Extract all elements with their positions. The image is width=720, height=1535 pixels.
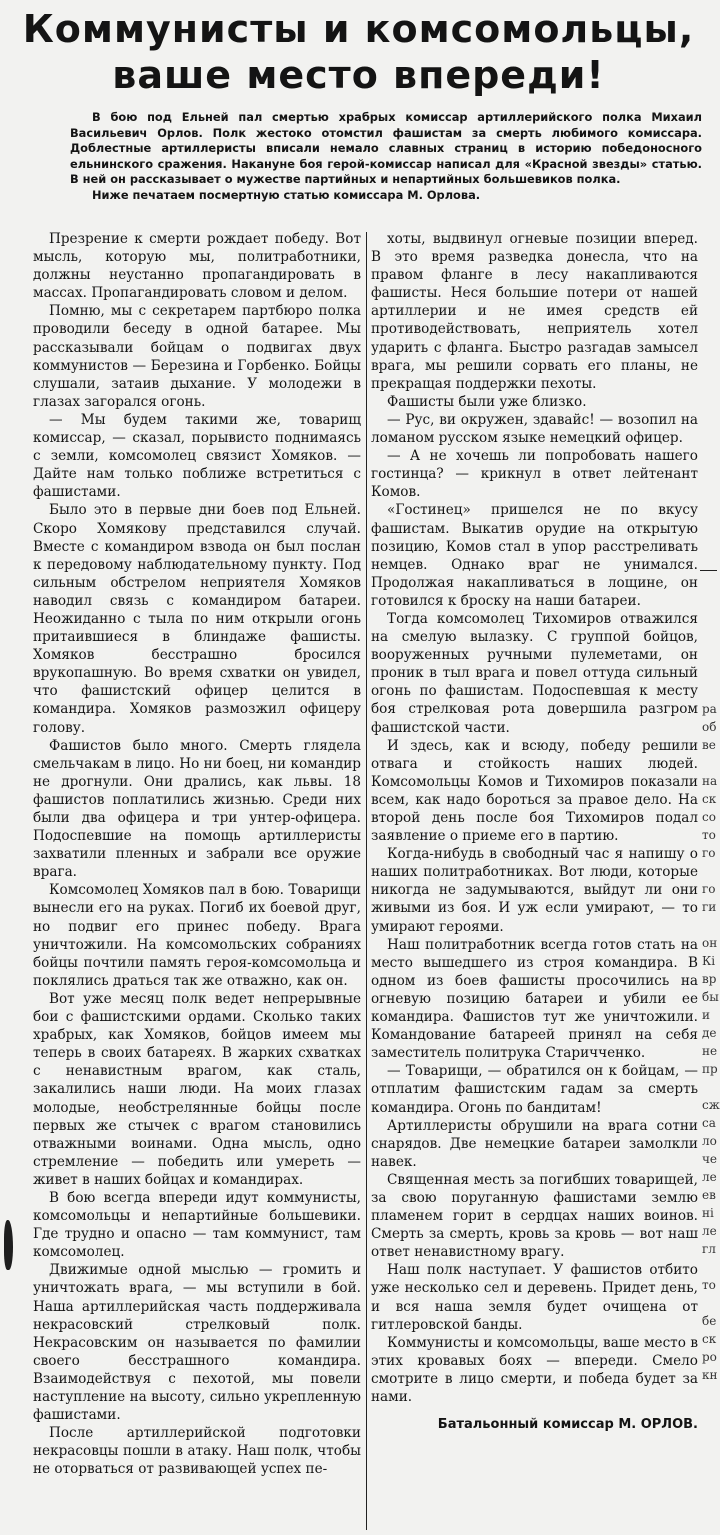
edge-fragment: об xyxy=(702,720,717,734)
edge-fragment: на xyxy=(702,774,718,788)
paragraph: Помню, мы с секретарем партбюро полка проводили беседу в одной батарее. Мы рассказывали бойцам о подвигах двух коммунистов — Березина и Горбенко. Бойцы слушали, затаив дыхание. У молодежи в глазах загорался огонь. xyxy=(33,303,361,410)
paragraph: Наш полк наступает. У фашистов отбито уже несколько сел и деревень. Придет день, и вся наша земля будет очищена от гитлеровской банды. xyxy=(371,1262,698,1333)
edge-fragment xyxy=(702,1078,717,1096)
edge-fragment: не xyxy=(702,1044,718,1058)
edge-fragment: са xyxy=(702,1116,716,1130)
edge-fragment: ро xyxy=(702,1350,717,1364)
edge-fragment: бы xyxy=(702,990,719,1004)
edge-fragment: кн xyxy=(702,1368,718,1382)
article-headline xyxy=(0,6,717,98)
adjacent-column-fragments xyxy=(702,700,720,1460)
author-signature: Батальонный комиссар М. ОРЛОВ. xyxy=(437,1417,698,1433)
paragraph: Священная месть за погибших товарищей, за свою поруганную фашистами землю пламенем горит в сердцах наших воинов. Смерть за смерть, кровь за кровь — вот наш ответ ненавистному врагу. xyxy=(371,1171,698,1261)
paragraph: Наш политработник всегда готов стать на место вышедшего из строя командира. В одном из боев фашисты просочились на огневую позицию батареи и убили ее командира. Фашистов тут же уничтожили. Командование батареей принял на себя заместитель политрука Старичченко. xyxy=(371,936,698,1062)
edge-fragment: ев xyxy=(702,1188,716,1202)
paragraph: Было это в первые дни боев под Ельней. Скоро Хомякову представился случай. Вместе с командиром взвода он был послан к передовому наблюдательному пункту. Под сильным обстрелом неприятеля Хомяков наводил связь с командиром батареи. Неожиданно с тыла по ним открыли огонь притаившиеся в блиндаже фашисты. Хомяков бесстрашно бросился врукопашную. Во время схватки он увидел, что фашистский офицер целится в командира. Хомяков размозжил офицеру голову. xyxy=(33,502,361,736)
edge-fragment: ск xyxy=(702,792,717,806)
edge-fragment: ра xyxy=(702,702,717,716)
edge-fragment: Кі xyxy=(702,954,716,968)
paragraph: Фашисты были уже близко. xyxy=(387,393,587,410)
edge-fragment: ле xyxy=(702,1224,717,1238)
edge-fragment: ле xyxy=(702,1170,717,1184)
edge-fragment: то xyxy=(702,828,716,842)
column-divider xyxy=(366,232,367,1530)
edge-fragment: гл xyxy=(702,1242,716,1256)
edge-fragment xyxy=(702,754,717,772)
paragraph: — Мы будем такими же, товарищ комиссар, — сказал, порывисто поднимаясь с земли, комсомолец связист Хомяков. — Дайте нам только поближе встретиться с фашистами. xyxy=(33,411,361,501)
paragraph: Презрение к смерти рождает победу. Вот мысль, которую мы, политработники, должны неустанно пропагандировать в массах. Пропагандировать словом и делом. xyxy=(33,231,361,302)
lead-paragraph: В бою под Ельней пал смертью храбрых комиссар артиллерийского полка Михаил Васильевич Орлов. Полк жестоко отомстил фашистам за смерть любимого комиссара. Доблестные артиллеристы вписали немало славных страниц в историю победоносного ельнинского сражения. Накануне боя герой-комиссар написал для «Красной звезды» статью. В ней он рассказывает о мужестве партийных и непартийных большевиков полка. xyxy=(70,110,702,187)
adjacent-column-rule xyxy=(700,570,717,571)
edge-fragment xyxy=(702,862,717,880)
edge-fragment xyxy=(702,1258,717,1276)
paragraph: Артиллеристы обрушили на врага сотни снарядов. Две немецкие батареи замолкли навек. xyxy=(371,1117,698,1170)
article-column-right xyxy=(371,230,698,1535)
paragraph: В бою всегда впереди идут коммунисты, комсомольцы и непартийные большевики. Где трудно и опасно — там коммунист, там комсомолец. xyxy=(33,1189,361,1261)
article-column-left xyxy=(33,230,361,1535)
edge-fragment: де xyxy=(702,1026,717,1040)
headline-line-1: Коммунисты и комсомольцы, xyxy=(22,7,695,51)
edge-fragment: сж xyxy=(702,1098,720,1112)
edge-fragment: че xyxy=(702,1152,718,1166)
edge-fragment: ск xyxy=(702,1332,717,1346)
edge-fragment: ло xyxy=(702,1134,717,1148)
paragraph: После артиллерийской подготовки некрасовцы пошли в атаку. Наш полк, чтобы не оторваться от развивающей успех пе- xyxy=(33,1425,361,1478)
paragraph: Коммунисты и комсомольцы, ваше место в этих кровавых боях — впереди. Смело смотрите в лицо смерти, и победа будет за нами. xyxy=(371,1334,698,1405)
paragraph: И здесь, как и всюду, победу решили отвага и стойкость наших людей. Комсомольцы Комов и Тихомиров показали всем, как надо бороться за правое дело. На второй день после боя Тихомиров подал заявление о приеме его в партию. xyxy=(371,737,698,845)
edge-fragment: бе xyxy=(702,1314,717,1328)
edge-fragment xyxy=(702,1294,717,1312)
edge-fragment: он xyxy=(702,936,718,950)
edge-fragment: ги xyxy=(702,900,717,914)
paragraph: хоты, выдвинул огневые позиции вперед. В это время разведка донесла, что на правом фланге в лесу накапливаются фашисты. Неся большие потери от нашей артиллерии и не имея средств ей противодействовать, неприятель хотел ударить с фланга. Быстро разгадав замысел врага, мы решили сорвать его планы, не прекращая поддержки пехоты. xyxy=(371,231,698,392)
article-lead xyxy=(70,110,702,204)
edge-fragment: го xyxy=(702,882,716,896)
edge-fragment: го xyxy=(702,846,716,860)
edge-fragment: вр xyxy=(702,972,717,986)
edge-fragment xyxy=(702,916,717,934)
edge-fragment: то xyxy=(702,1278,716,1292)
paragraph: «Гостинец» пришелся не по вкусу фашистам. Выкатив орудие на открытую позицию, Комов стал в упор расстреливать немцев. Однако враг не унимался. Продолжая накапливаться в лощине, он готовился к броску на наши батареи. xyxy=(371,502,698,609)
edge-fragment: ве xyxy=(702,738,716,752)
edge-fragment: ні xyxy=(702,1206,714,1220)
paragraph: — Товарищи, — обратился он к бойцам, — отплатим фашистским гадам за смерть командира. Огонь по бандитам! xyxy=(371,1063,698,1116)
paragraph: — Рус, ви окружен, здавайс! — возопил на ломаном русском языке немецкий офицер. xyxy=(371,411,698,447)
edge-fragment: пр xyxy=(702,1062,718,1076)
ink-blot xyxy=(4,1220,13,1270)
paragraph: Когда-нибудь в свободный час я напишу о наших политработниках. Вот люди, которые никогда не задумываются, выйдут ли они живыми из боя. И уж если умирают, — то умирают героями. xyxy=(371,846,698,935)
edge-fragment: и xyxy=(702,1008,710,1022)
paragraph: Фашистов было много. Смерть глядела смельчакам в лицо. Но ни боец, ни командир не дрогнули. Они дрались, как львы. 18 фашистов поплатились жизнью. Среди них были два офицера и три унтер-офицера. Подоспевшие на помощь артиллеристы захватили пленных и забрали все оружие врага. xyxy=(33,737,361,881)
paragraph: Тогда комсомолец Тихомиров отважился на смелую вылазку. С группой бойцов, вооруженных ручными пулеметами, он проник в тыл врага и повел оттуда сильный огонь по фашистам. Подоспевшая к месту боя стрелковая рота довершила разгром фашистской части. xyxy=(371,610,698,736)
paragraph: Вот уже месяц полк ведет непрерывные бои с фашистскими ордами. Сколько таких храбрых, как Хомяков, бойцов имеем мы теперь в своих батареях. В жарких схватках с ненавистным врагом, как сталь, закалились наши люди. На моих глазах молодые, необстрелянные бойцы после первых же стычек с врагом становились отважными воинами. Одна мысль, одно стремление — победить или умереть — живет в наших бойцах и командирах. xyxy=(33,990,361,1188)
edge-fragment: со xyxy=(702,810,716,824)
headline-line-2: ваше место впереди! xyxy=(112,53,605,97)
paragraph: — А не хочешь ли попробовать нашего гостинца? — крикнул в ответ лейтенант Комов. xyxy=(371,448,698,501)
paragraph: Комсомолец Хомяков пал в бою. Товарищи вынесли его на руках. Погиб их боевой друг, но подвиг его принес победу. Врага уничтожили. На комсомольских собраниях бойцы почтили память героя-комсомольца и поклялись драться так же отважно, как он. xyxy=(33,882,361,989)
lead-paragraph: Ниже печатаем посмертную статью комиссара М. Орлова. xyxy=(92,187,481,202)
paragraph: Движимые одной мыслью — громить и уничтожать врага, — мы вступили в бой. Наша артиллерийская часть поддерживала некрасовский стрелковый полк. Некрасовским он называется по фамилии своего бесстрашного командира. Взаимодействуя с пехотой, мы повели наступление на высоту, сильно укрепленную фашистами. xyxy=(33,1262,361,1424)
